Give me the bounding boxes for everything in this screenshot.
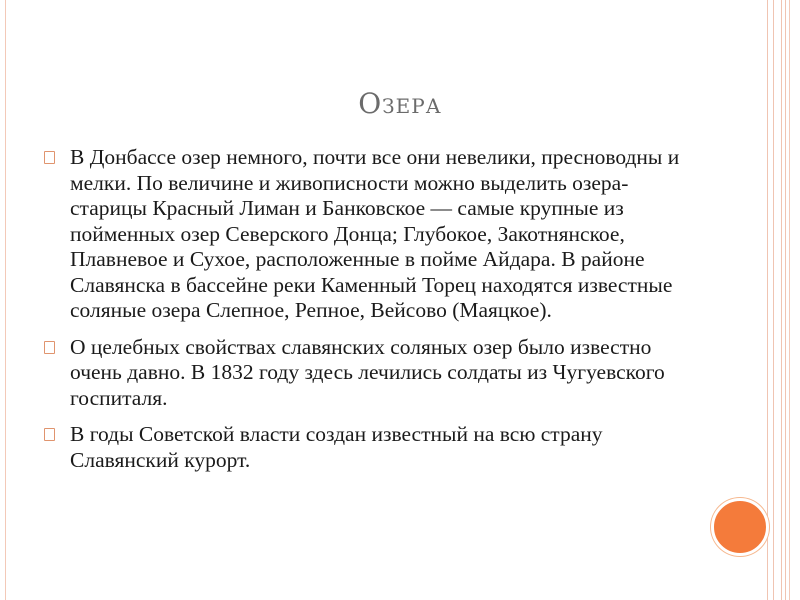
slide-title: Озера — [358, 87, 442, 120]
orange-circle-decoration — [711, 498, 769, 556]
slide-content — [44, 145, 684, 484]
paragraph-text: В Донбассе озер немного, почти все они невелики, пресноводны и мелки. По величине и живописности можно выделить озера-старицы Красный Лиман и Банковское — самые крупные из пойменных озер Северского Донца; Глубокое, Закотнянское, Плавневое и Сухое, расположенные в пойме Айдара. В районе Славянска в бассейне реки Каменный Торец находятся известные соляные озера Слепное, Репное, Вейсово (Маяцкое). — [70, 145, 680, 322]
square-bullet-icon — [44, 341, 55, 354]
square-bullet-icon — [44, 428, 55, 441]
bullet-paragraph — [44, 422, 684, 473]
bullet-paragraph — [44, 145, 684, 324]
bullet-paragraph — [44, 335, 684, 412]
paragraph-text: В годы Советской власти создан известный на всю страну Славянский курорт. — [70, 422, 603, 472]
paragraph-text: О целебных свойствах славянских соляных озер было известно очень давно. В 1832 году здесь лечились солдаты из Чугуевского госпиталя. — [70, 334, 665, 410]
square-bullet-icon — [44, 151, 55, 164]
